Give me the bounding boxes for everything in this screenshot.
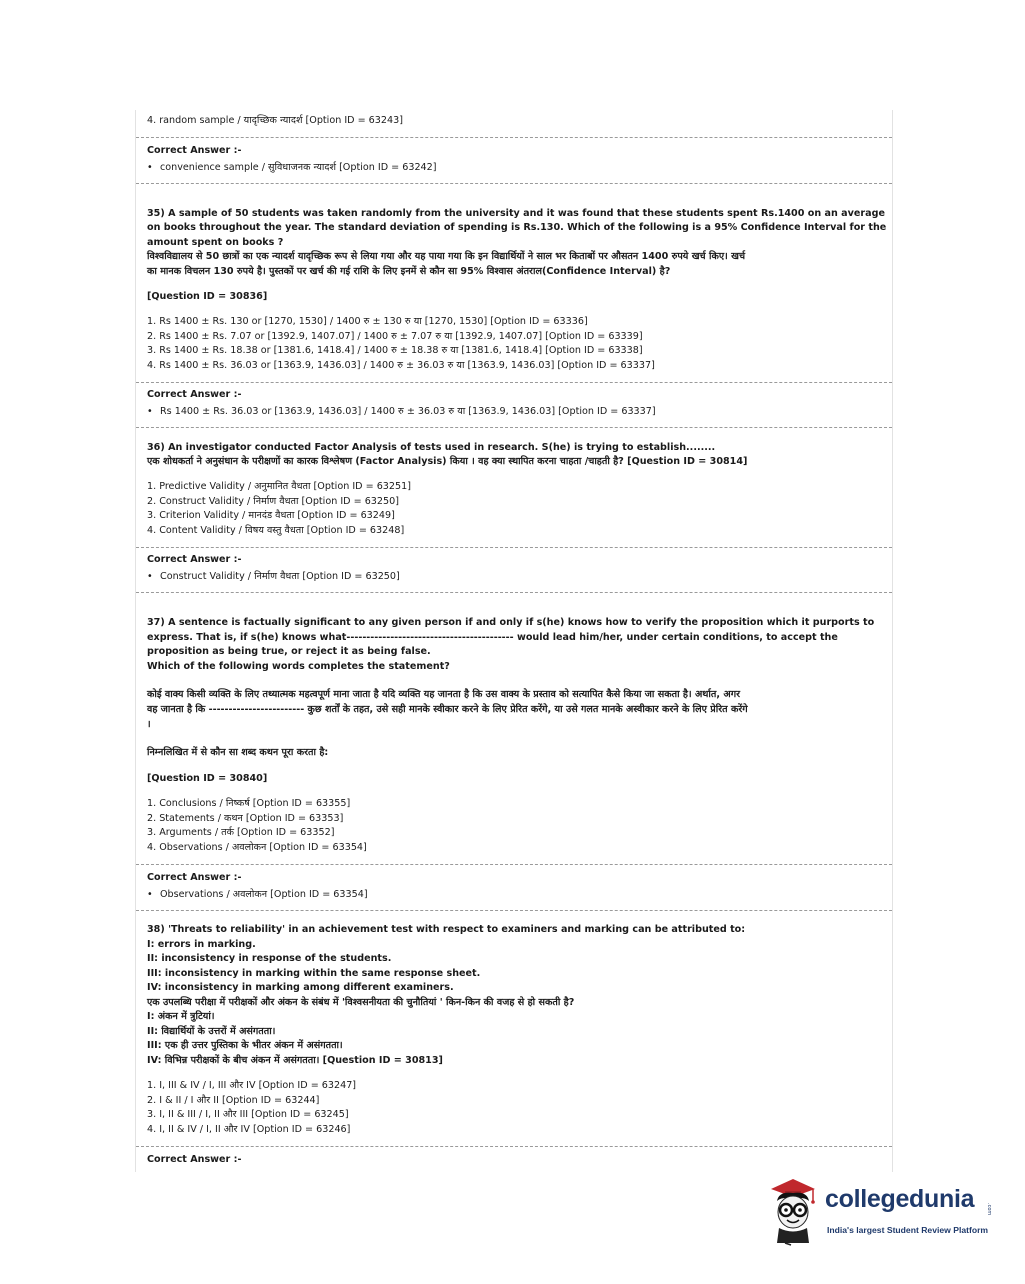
q37-correct-label: Correct Answer :- <box>147 872 242 883</box>
q37-correct-answer: • Observations / अवलोकन [Option ID = 63354] <box>147 888 368 903</box>
brand-tagline: India's largest Student Review Platform <box>827 1225 989 1235</box>
q35-correct-answer: • Rs 1400 ± Rs. 36.03 or [1363.9, 1436.03] / 1400 रु ± 36.03 रु या [1363.9, 1436.03] [Option ID = 63337] <box>147 405 656 420</box>
q38-line: I: अंकन में त्रुटियां। <box>147 1011 215 1022</box>
q35-option: 2. Rs 1400 ± Rs. 7.07 or [1392.9, 1407.07] / 1400 रु ± 7.07 रु या [1392.9, 1407.07] [Option ID = 63339] <box>147 331 643 342</box>
q38-line: एक उपलब्धि परीक्षा में परीक्षकों और अंकन के संबंध में 'विश्वसनीयता की चुनौतियां ' किन-किन की वजह से हो सकती है? <box>147 997 575 1008</box>
divider <box>136 427 892 428</box>
q37-text-hi: वह जानता है कि ------------------------ कुछ शर्तों के तहत, उसे सही मानके स्वीकार करने के लिए प्रेरित करेंगे, या उसे गलत मानके अस्वीकार करने के लिए प्रेरित करेंगे <box>147 704 748 715</box>
q37-text-hi: निम्नलिखित में से कौन सा शब्द कथन पूरा करता है: <box>147 747 329 758</box>
divider <box>136 1146 892 1147</box>
q37-text-hi: कोई वाक्य किसी व्यक्ति के लिए तथ्यात्मक महत्वपूर्ण माना जाता है यदि व्यक्ति यह जानता है कि उस वाक्य के प्रस्ताव को सत्यापित कैसे किया जा सकता है। अर्थात, अगर <box>147 689 741 700</box>
q38-option: 2. I & II / I और II [Option ID = 63244] <box>147 1095 320 1106</box>
q36-correct-label: Correct Answer :- <box>147 554 242 565</box>
q35-text-hi: विश्वविद्यालय से 50 छात्रों का एक न्यादर्श यादृच्छिक रूप से लिया गया और यह पाया गया कि इन विद्यार्थियों ने साल भर किताबों पर औसतन 1400 रुपये खर्च किए। खर्च <box>147 251 746 262</box>
q36-option: 1. Predictive Validity / अनुमानित वैधता [Option ID = 63251] <box>147 481 411 492</box>
q37-question-id: [Question ID = 30840] <box>147 773 268 784</box>
q35-correct-label: Correct Answer :- <box>147 389 242 400</box>
q37-option: 1. Conclusions / निष्कर्ष [Option ID = 63355] <box>147 798 351 809</box>
q38-line: 38) 'Threats to reliability' in an achievement test with respect to examiners and marking can be attributed to: <box>147 924 746 935</box>
q36-option: 2. Construct Validity / निर्माण वैधता [Option ID = 63250] <box>147 496 399 507</box>
q36-correct-answer: • Construct Validity / निर्माण वैधता [Option ID = 63250] <box>147 570 400 585</box>
divider <box>136 137 892 138</box>
q37-text-en: proposition as being true, or reject it as being false. <box>147 646 431 657</box>
q38-line: II: inconsistency in response of the students. <box>147 953 392 964</box>
q38-line: III: एक ही उत्तर पुस्तिका के भीतर अंकन में असंगतता। <box>147 1040 343 1051</box>
q38-line: II: विद्यार्थियों के उत्तरों में असंगतता। <box>147 1026 276 1037</box>
q37-option: 2. Statements / कथन [Option ID = 63353] <box>147 813 344 824</box>
brand-name: collegedunia <box>825 1185 975 1213</box>
q35-text-en: amount spent on books ? <box>147 237 284 248</box>
q35-option: 4. Rs 1400 ± Rs. 36.03 or [1363.9, 1436.03] / 1400 रु ± 36.03 रु या [1363.9, 1436.03] [Option ID = 63337] <box>147 360 655 371</box>
divider <box>136 547 892 548</box>
q38-option: 3. I, II & III / I, II और III [Option ID = 63245] <box>147 1109 349 1120</box>
q37-option: 4. Observations / अवलोकन [Option ID = 63354] <box>147 842 367 853</box>
q38-line: IV: inconsistency in marking among different examiners. <box>147 982 454 993</box>
q37-text-en: Which of the following words completes the statement? <box>147 661 450 672</box>
collegedunia-logo[interactable] <box>765 1175 995 1250</box>
q35-text-en: 35) A sample of 50 students was taken randomly from the university and it was found that these students spent Rs.1400 on an average <box>147 208 885 219</box>
q35-text-hi: का मानक विचलन 130 रुपये है। पुस्तकों पर खर्च की गई राशि के लिए इनमें से कौन सा 95% विश्वास अंतराल(Confidence Interval) है? <box>147 266 671 277</box>
q38-line: IV: विभिन्न परीक्षकों के बीच अंकन में असंगतता। [Question ID = 30813] <box>147 1055 443 1066</box>
q37-text-hi: । <box>147 719 151 730</box>
q36-text-en: 36) An investigator conducted Factor Analysis of tests used in research. S(he) is trying to establish........ <box>147 442 716 453</box>
q34-option-4: 4. random sample / यादृच्छिक न्यादर्श [Option ID = 63243] <box>147 115 403 126</box>
q34-correct-label: Correct Answer :- <box>147 145 242 156</box>
q38-option: 1. I, III & IV / I, III और IV [Option ID = 63247] <box>147 1080 357 1091</box>
q37-option: 3. Arguments / तर्क [Option ID = 63352] <box>147 827 335 838</box>
divider <box>136 592 892 593</box>
brand-domain: .com <box>986 1203 992 1216</box>
q35-option: 3. Rs 1400 ± Rs. 18.38 or [1381.6, 1418.4] / 1400 रु ± 18.38 रु या [1381.6, 1418.4] [Option ID = 63338] <box>147 345 643 356</box>
q34-correct-answer: • convenience sample / सुविधाजनक न्यादर्श [Option ID = 63242] <box>147 161 437 176</box>
q38-line: I: errors in marking. <box>147 939 256 950</box>
q38-line: III: inconsistency in marking within the same response sheet. <box>147 968 481 979</box>
q38-option: 4. I, II & IV / I, II और IV [Option ID = 63246] <box>147 1124 351 1135</box>
divider <box>136 910 892 911</box>
q36-option: 4. Content Validity / विषय वस्तु वैधता [Option ID = 63248] <box>147 525 405 536</box>
q38-correct-label: Correct Answer :- <box>147 1154 242 1165</box>
q35-option: 1. Rs 1400 ± Rs. 130 or [1270, 1530] / 1400 रु ± 130 रु या [1270, 1530] [Option ID = 63336] <box>147 316 588 327</box>
divider <box>136 382 892 383</box>
q36-text-hi: एक शोधकर्ता ने अनुसंधान के परीक्षणों का कारक विश्लेषण (Factor Analysis) किया । वह क्या स्थापित करना चाहता /चाहती है? [Question ID = 30814] <box>147 456 748 467</box>
q37-text-en: 37) A sentence is factually significant to any given person if and only if s(he) knows how to verify the proposition which it purports to <box>147 617 875 628</box>
q36-option: 3. Criterion Validity / मानदंड वैधता [Option ID = 63249] <box>147 510 395 521</box>
exam-page <box>135 110 893 1172</box>
mascot-icon <box>765 1175 821 1247</box>
q35-question-id: [Question ID = 30836] <box>147 291 268 302</box>
divider <box>136 183 892 184</box>
q37-text-en: express. That is, if s(he) knows what------------------------------------------ would lead him/her, under certain conditions, to accept the <box>147 632 838 643</box>
q35-text-en: on books throughout the year. The standard deviation of spending is Rs.130. Which of the following is a 95% Confidence Interval for the <box>147 222 887 233</box>
divider <box>136 864 892 865</box>
